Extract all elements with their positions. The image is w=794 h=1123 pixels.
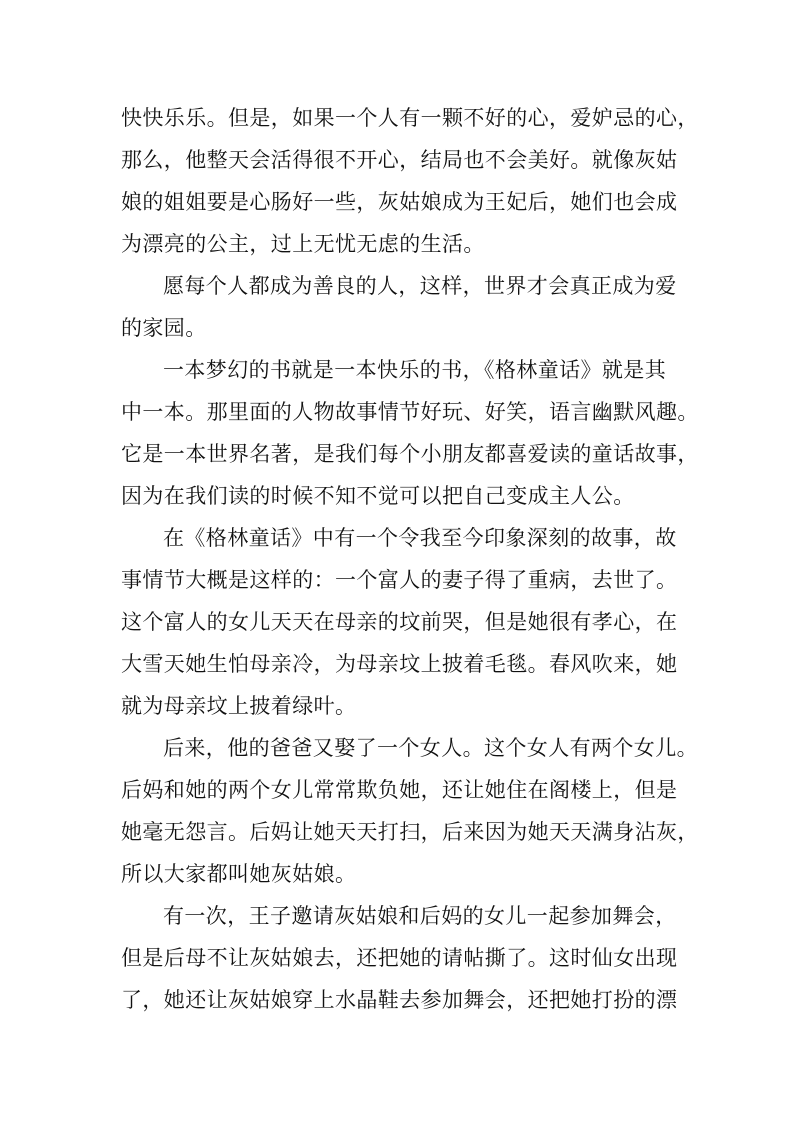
- text-line: 就为母亲坟上披着绿叶。: [121, 694, 357, 718]
- text-line: 因为在我们读的时候不知不觉可以把自己变成主人公。: [121, 484, 635, 508]
- text-line: 的家园。: [121, 316, 207, 340]
- paragraph-start-line: 后来，他的爸爸又娶了一个女人。这个女人有两个女儿。: [163, 736, 698, 760]
- text-line: 为漂亮的公主，过上无忧无虑的生活。: [121, 232, 485, 256]
- text-line: 它是一本世界名著，是我们每个小朋友都喜爱读的童话故事，: [121, 442, 699, 466]
- text-line: 但是后母不让灰姑娘去，还把她的请帖撕了。这时仙女出现: [121, 946, 678, 970]
- text-line: 后妈和她的两个女儿常常欺负她，还让她住在阁楼上，但是: [121, 778, 678, 802]
- text-line: 娘的姐姐要是心肠好一些，灰姑娘成为王妃后，她们也会成: [121, 190, 678, 214]
- text-line: 事情节大概是这样的：一个富人的妻子得了重病，去世了。: [121, 568, 678, 592]
- paragraph-start-line: 有一次，王子邀请灰姑娘和后妈的女儿一起参加舞会，: [163, 904, 677, 928]
- paragraph-start-line: 愿每个人都成为善良的人，这样，世界才会真正成为爱: [163, 274, 677, 298]
- text-line: 大雪天她生怕母亲冷，为母亲坟上披着毛毯。春风吹来，她: [121, 652, 678, 676]
- text-line: 了，她还让灰姑娘穿上水晶鞋去参加舞会，还把她打扮的漂: [121, 988, 678, 1012]
- text-line: 快快乐乐。但是，如果一个人有一颗不好的心，爱妒忌的心，: [121, 106, 699, 130]
- text-line: 中一本。那里面的人物故事情节好玩、好笑，语言幽默风趣。: [121, 400, 699, 424]
- text-line: 所以大家都叫她灰姑娘。: [121, 862, 357, 886]
- text-line: 她毫无怨言。后妈让她天天打扫，后来因为她天天满身沾灰，: [121, 820, 699, 844]
- paragraph-start-line: 一本梦幻的书就是一本快乐的书，《格林童话》就是其: [163, 358, 667, 382]
- text-line: 这个富人的女儿天天在母亲的坟前哭，但是她很有孝心，在: [121, 610, 678, 634]
- text-line: 那么，他整天会活得很不开心，结局也不会美好。就像灰姑: [121, 148, 678, 172]
- paragraph-start-line: 在《格林童话》中有一个令我至今印象深刻的故事，故: [163, 526, 677, 550]
